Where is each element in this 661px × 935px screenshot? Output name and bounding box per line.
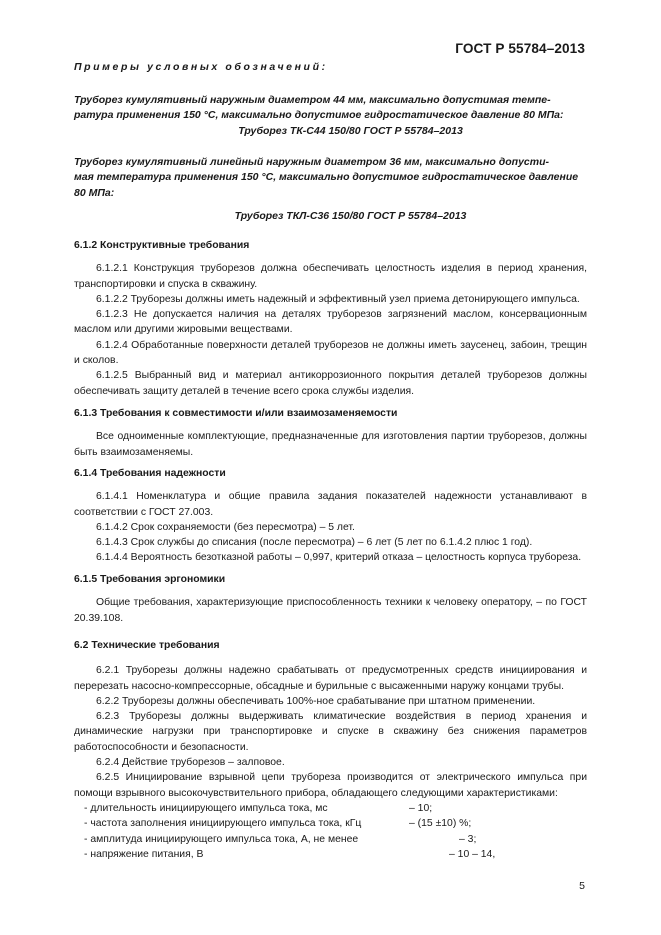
paragraph: 6.1.2.2 Труборезы должны иметь надежный и эффективный узел приема детонирующего импульса. <box>96 293 580 305</box>
page-number: 5 <box>579 880 585 892</box>
paragraph: 6.1.2.5 Выбранный вид и материал антикоррозионного покрытия деталей труборезов должны обеспечивать защиту деталей в течение всего срока службы изделия. <box>74 370 587 397</box>
paragraph: 6.1.2.3 Не допускается наличия на деталях труборезов загрязнений маслом, консервационным маслом или другими жировыми веществами. <box>74 309 587 336</box>
characteristics-list <box>74 801 587 862</box>
example-2-code: Труборез ТКЛ-С36 150/80 ГОСТ Р 55784–2013 <box>234 210 467 223</box>
example-2-line-3: 80 МПа: <box>74 186 115 199</box>
paragraph: Все одноименные комплектующие, предназначенные для изготовления партии труборезов, должны быть взаимозаменяемы. <box>74 431 587 458</box>
list-item-value: – 10; <box>409 802 433 814</box>
paragraph: 6.1.4.2 Срок сохраняемости (без пересмотра) – 5 лет. <box>96 521 355 533</box>
list-item-label: - частота заполнения инициирующего импульса тока, кГц <box>84 818 362 830</box>
example-2-line-2: мая температура применения 150 °С, максимально допустимое гидростатическое давление <box>74 171 579 184</box>
paragraph: 6.1.4.3 Срок службы до списания (после пересмотра) – 6 лет (5 лет по 6.1.4.2 плюс 1 год). <box>96 537 533 549</box>
list-item-value: – 10 – 14, <box>449 848 496 860</box>
list-item-label: - напряжение питания, В <box>84 848 204 860</box>
examples-title: Примеры условных обозначений: <box>74 61 328 73</box>
list-item-value: – 3; <box>459 833 477 845</box>
list-item-label: - длительность инициирующего импульса тока, мс <box>84 802 328 814</box>
list-item <box>74 832 587 847</box>
section-heading: 6.1.3 Требования к совместимости и/или взаимозаменяемости <box>74 408 398 419</box>
paragraph: 6.2.2 Труборезы должны обеспечивать 100%-ное срабатывание при штатном применении. <box>96 695 536 707</box>
section-heading: 6.2 Технические требования <box>74 640 220 651</box>
list-item-value: – (15 ±10) %; <box>409 818 472 830</box>
section-heading: 6.1.4 Требования надежности <box>74 468 226 479</box>
paragraph: 6.2.5 Инициирование взрывной цепи трубореза производится от электрического импульса при помощи взрывного высокочувствительного прибора, обладающего следующими характеристиками: <box>74 772 587 799</box>
paragraph: 6.2.1 Труборезы должны надежно срабатывать от предусмотренных средств инициирования и перерезать насосно-компрессорные, обсадные и бурильные с высаженными наружу концами трубы. <box>74 665 587 692</box>
example-1-code: Труборез ТК-С44 150/80 ГОСТ Р 55784–2013 <box>238 124 463 137</box>
paragraph: 6.1.2.1 Конструкция труборезов должна обеспечивать целостность изделия в период хранения, транспортировки и спуска в скважину. <box>74 263 587 290</box>
example-2 <box>74 155 587 225</box>
paragraph: Общие требования, характеризующие приспособленность техники к человеку оператору, – по ГОСТ 20.39.108. <box>74 597 587 624</box>
paragraph: 6.1.4.1 Номенклатура и общие правила задания показателей надежности устанавливают в соответствии с ГОСТ 27.003. <box>74 491 587 518</box>
list-item <box>74 847 587 862</box>
example-1-line-2: ратура применения 150 °С, максимально допустимое гидростатическое давление 80 МПа: <box>74 109 564 122</box>
section-heading: 6.1.5 Требования эргономики <box>74 574 226 585</box>
section-6-1-5 <box>74 572 587 626</box>
example-1-line-1: Труборез кумулятивный наружным диаметром 44 мм, максимально допустимая темпе- <box>74 94 551 106</box>
section-6-1-4 <box>74 466 587 566</box>
paragraph: 6.1.4.4 Вероятность безотказной работы – 0,997, критерий отказа – целостность корпуса трубореза. <box>96 552 582 564</box>
list-item <box>74 801 587 816</box>
standard-header: ГОСТ Р 55784–2013 <box>455 41 585 56</box>
paragraph: 6.2.4 Действие труборезов – залповое. <box>96 757 285 769</box>
paragraph: 6.2.3 Труборезы должны выдерживать климатические воздействия в период хранения и динамические нагрузки при транспортировке и спуске в скважину без снижения параметров работоспособности и безопасности. <box>74 711 587 753</box>
section-heading: 6.1.2 Конструктивные требования <box>74 240 250 251</box>
section-6-1-3 <box>74 406 587 460</box>
example-1 <box>74 93 587 139</box>
list-item <box>74 816 587 831</box>
list-item-label: - амплитуда инициирующего импульса тока, А, не менее <box>84 833 359 845</box>
paragraph: 6.1.2.4 Обработанные поверхности деталей труборезов не должны иметь заусенец, забоин, трещин и сколов. <box>74 339 587 367</box>
example-2-line-1: Труборез кумулятивный линейный наружным диаметром 36 мм, максимально допусти- <box>74 156 550 168</box>
section-6-2 <box>74 638 587 862</box>
section-6-1-2 <box>74 238 587 399</box>
